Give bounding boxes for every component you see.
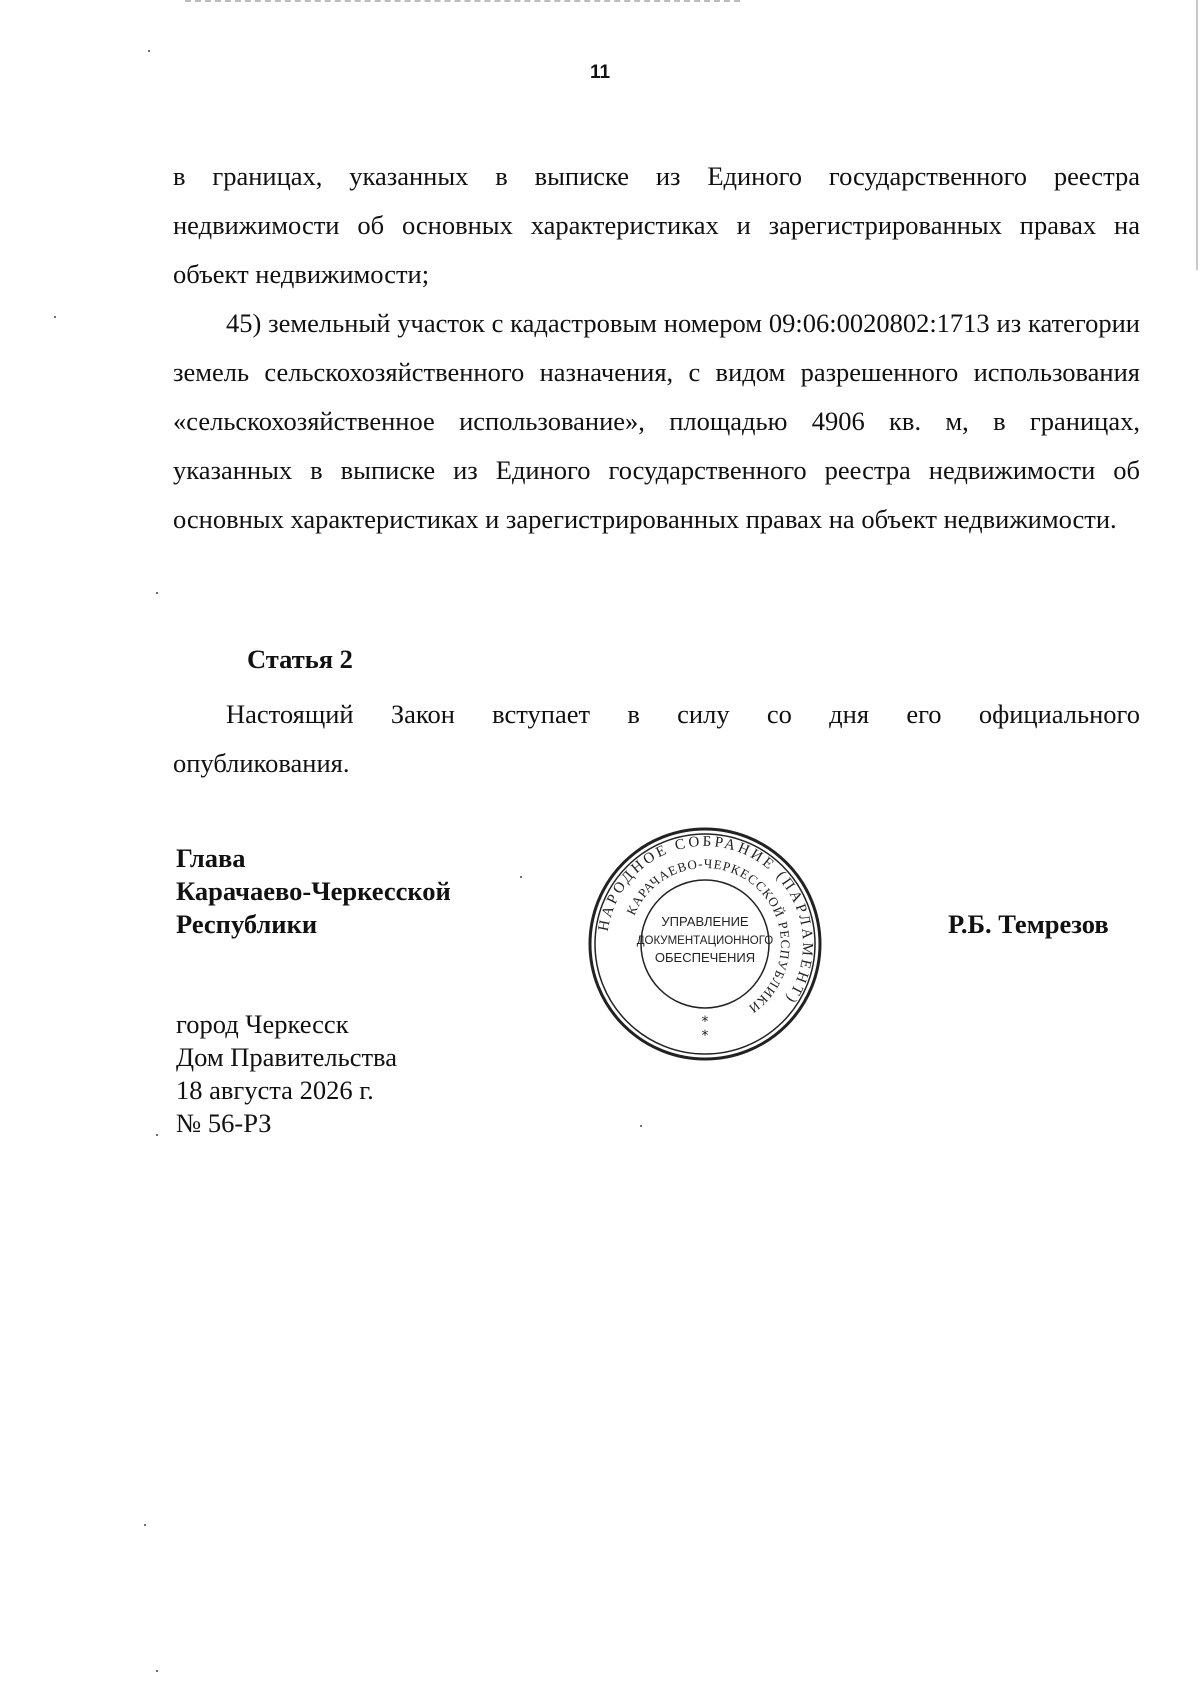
building: Дом Правительства: [176, 1042, 397, 1072]
official-seal: [587, 826, 823, 1062]
signatory-title-line: Глава: [176, 843, 246, 873]
seal-center-line: ОБЕСПЕЧЕНИЯ: [654, 950, 756, 965]
seal-star-icon: *: [701, 1014, 709, 1030]
signatory-title-line: Республики: [176, 909, 318, 939]
scan-edge-mark: [1196, 0, 1198, 270]
page-number: 11: [589, 62, 611, 83]
scan-speck: [144, 1524, 146, 1526]
scan-speck: [156, 1670, 158, 1672]
paragraph-item-45: 45) земельный участок с кадастровым номером 09:06:0020802:1713 из категории земель сельскохозяйственного назначения, с видом разрешенного использования «сельскохозяйственное использование», площадью 4906 кв. м, в границах, указанных в выписке из Единого государственного реестра недвижимости об основных характеристиках и зарегистрированных правах на объект недвижимости.: [173, 308, 1140, 534]
city: город Черкесск: [176, 1009, 349, 1039]
scan-edge-mark: [185, 0, 740, 4]
article-text: [173, 690, 1140, 788]
seal-inner-text: КАРАЧАЕВО-ЧЕРКЕССКОЙ РЕСПУБЛИКИ: [623, 855, 794, 1017]
scan-speck: [640, 1125, 642, 1127]
signatory-name: Р.Б. Темрезов: [948, 909, 1109, 939]
scan-speck: [156, 1134, 158, 1136]
paragraph-continuation: в границах, указанных в выписке из Единого государственного реестра недвижимости об основных характеристиках и зарегистрированных правах на объект недвижимости;: [173, 161, 1140, 289]
signatory-title: [176, 842, 451, 941]
seal-center-line: УПРАВЛЕНИЕ: [661, 914, 749, 929]
scan-speck: [148, 50, 150, 52]
place-date-block: [176, 1008, 397, 1140]
seal-star-icon: *: [701, 1028, 709, 1044]
signatory-title-line: Карачаево-Черкесской: [176, 876, 451, 906]
law-number: № 56-РЗ: [176, 1108, 272, 1138]
seal-outer-text: НАРОДНОЕ СОБРАНИЕ (ПАРЛАМЕНТ): [595, 833, 816, 1008]
scan-speck: [54, 316, 56, 318]
date: 18 августа 2026 г.: [176, 1075, 374, 1105]
article-heading: Статья 2: [247, 644, 353, 674]
seal-center-line: ДОКУМЕНТАЦИОННОГО: [636, 935, 774, 947]
article-text-line: Настоящий Закон вступает в силу со дня его официального: [226, 699, 1140, 729]
scan-speck: [520, 876, 522, 878]
scan-speck: [156, 592, 158, 594]
body-text: [173, 152, 1140, 544]
article-text-line: опубликования.: [173, 748, 350, 778]
